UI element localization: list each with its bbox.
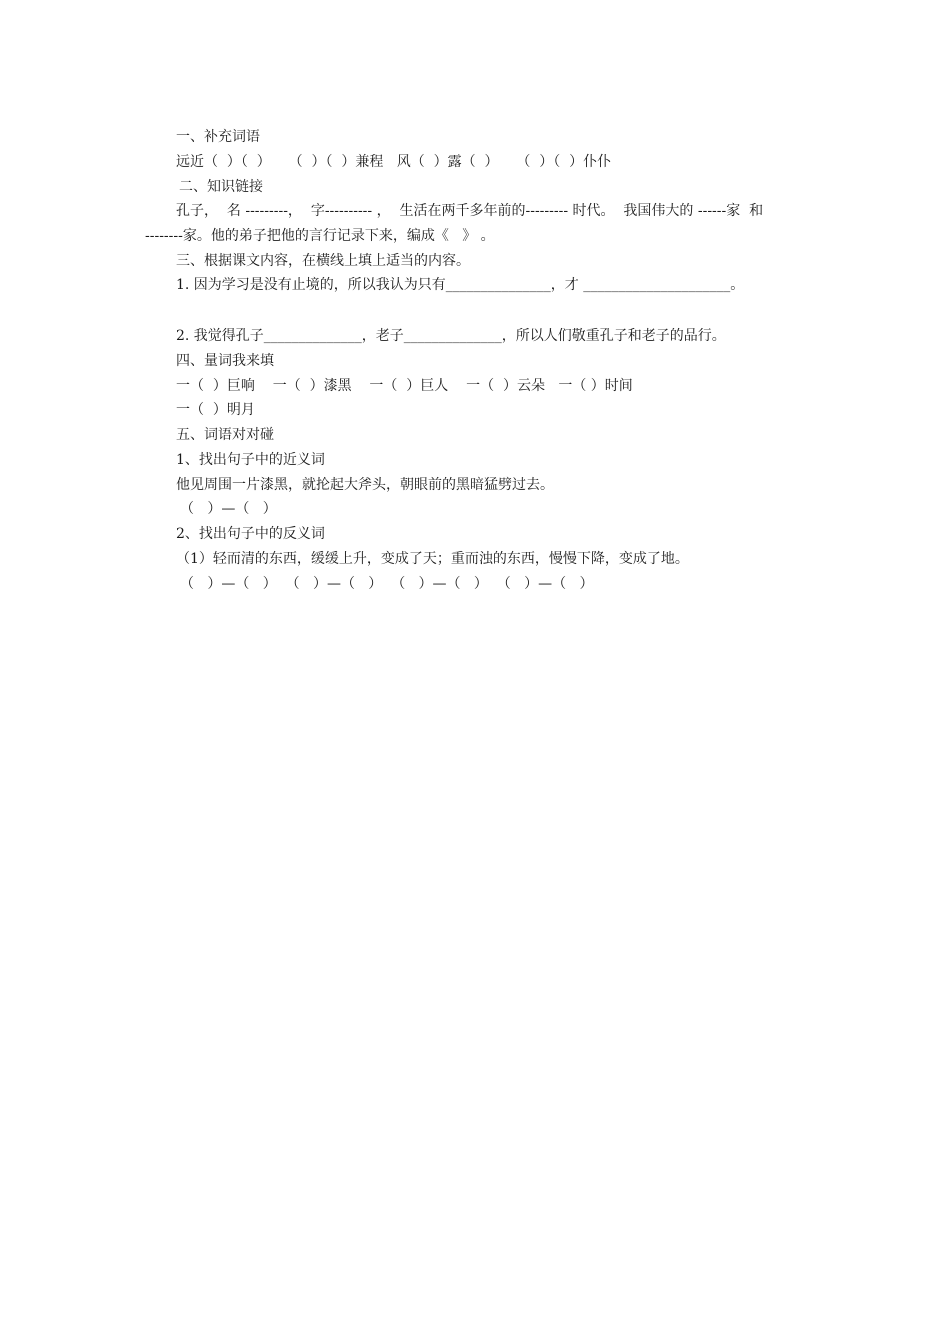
section-3-title: 三、根据课文内容，在横线上填上适当的内容。 xyxy=(176,253,470,269)
section-5-sentence-1: 他见周围一片漆黑，就抡起大斧头，朝眼前的黑暗猛劈过去。 xyxy=(176,477,554,493)
section-5-sentence-2: （1）轻而清的东西，缓缓上升，变成了天；重而浊的东西，慢慢下降，变成了地。 xyxy=(176,551,689,567)
section-4-title: 四、量词我来填 xyxy=(176,353,274,369)
section-2-line-1: 孔子， 名 ---------， 字---------- ， 生活在两千多年前的--------- 时代。 我国伟大的 ------家 和 xyxy=(176,203,764,219)
section-2-title: 二、知识链接 xyxy=(179,179,263,195)
section-5-sub-2: 2、找出句子中的反义词 xyxy=(176,526,325,542)
section-5-blank-2: （ ）—（ ） （ ）—（ ） （ ）—（ ） （ ）—（ ） xyxy=(180,576,594,592)
section-5-title: 五、词语对对碰 xyxy=(176,427,274,443)
section-5-blank-1: （ ）—（ ） xyxy=(180,501,277,517)
section-4-line-2: 一（ ）明月 xyxy=(176,402,255,418)
section-1-words: 远近（ ）（ ） （ ）（ ）兼程 风（ ）露（ ） （ ）（ ）仆仆 xyxy=(176,154,612,170)
section-2-line-2: --------家。他的弟子把他的言行记录下来，编成《 》 。 xyxy=(145,228,495,244)
section-3-question-1: 1. 因为学习是没有止境的，所以我认为只有_______________，才 _____________________。 xyxy=(176,277,745,293)
section-1-title: 一、补充词语 xyxy=(176,129,260,145)
section-4-line-1: 一（ ）巨响 一（ ）漆黑 一（ ）巨人 一（ ）云朵 一（ ）时间 xyxy=(176,378,633,394)
section-5-sub-1: 1、找出句子中的近义词 xyxy=(176,452,325,468)
section-3-question-2: 2. 我觉得孔子______________，老子______________，所以人们敬重孔子和老子的品行。 xyxy=(176,328,726,344)
